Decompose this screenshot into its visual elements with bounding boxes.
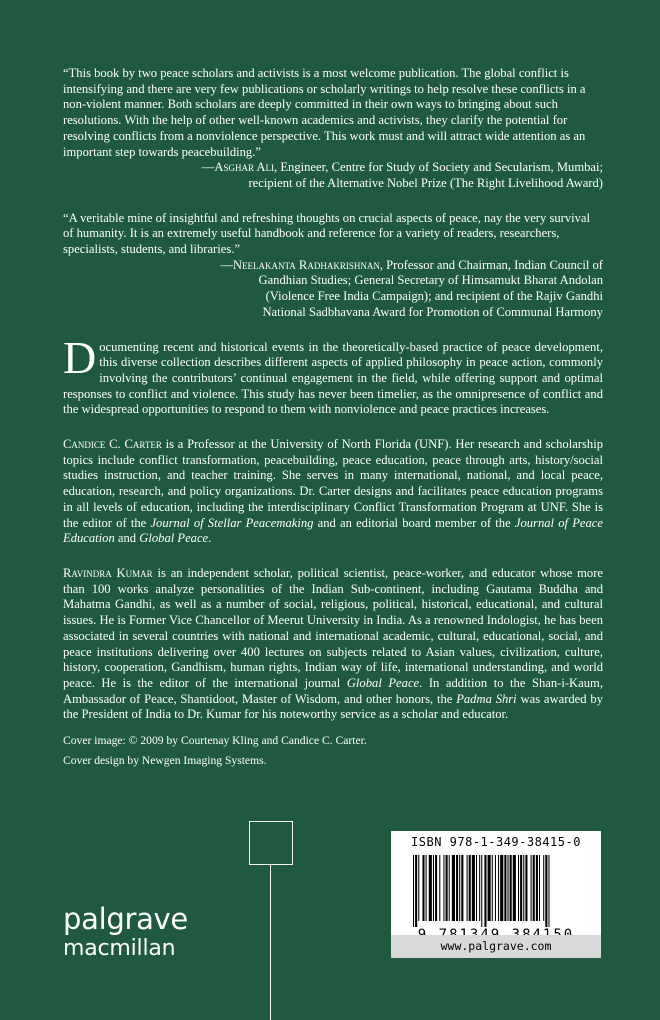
drop-cap: D bbox=[63, 331, 97, 383]
isbn-label: ISBN 978-1-349-38415-0 bbox=[411, 835, 581, 849]
editor-bio-carter: Candice C. Carter is a Professor at the University of North Florida (UNF). Her research and scholarship topics include conflict transformation, peacebuilding, peace education, peace through arts, history/social studies instruction, and teacher training. She serves in many international, national, and local peace, education, research, and policy organizations. Dr. Carter designs and facilitates peace education programs in all levels of education, including the interdisciplinary Conflict Transformation Program at UNF. She is the editor of the Journal of Stellar Peacemaking and an editorial board member of the Journal of Peace Education and Global Peace. bbox=[63, 437, 603, 546]
book-description: Documenting recent and historical events in the theoretically-based practice of peace development, this diverse collection describes different aspects of applied philosophy in peace action, commonly involving the contributors’ continual engagement in the field, while offering support and optimal responses to conflict and violence. This study has never been timelier, as the omnipresence of conflict and the widespread opportunities to respond to them with nonviolence and peace practices increases. bbox=[63, 331, 603, 417]
quote-2-attribution: —Neelakanta Radhakrishnan, Professor and Chairman, Indian Council of Gandhian Studies; General Secretary of Himsamukt Bharat Andolan (Violence Free India Campaign); and recipient of the Rajiv Gandhi National Sadbhavana Award for Promotion of Communal Harmony bbox=[220, 257, 603, 319]
cover-design-credit: Cover design by Newgen Imaging Systems. bbox=[63, 754, 267, 768]
quote-1-attribution: —Asghar Ali, Engineer, Centre for Study of Society and Secularism, Mumbai; recipient of the Alternative Nobel Prize (The Right Livelihood Award) bbox=[201, 160, 603, 190]
back-cover-text bbox=[63, 66, 603, 768]
publisher-logo-line2: macmillan bbox=[63, 936, 176, 961]
quote-2: “A veritable mine of insightful and refreshing thoughts on crucial aspects of peace, nay the very survival of humanity. It is an extremely useful handbook and reference for a variety of readers, researchers, specialists, students, and libraries.” bbox=[63, 210, 591, 257]
decorative-vertical-line bbox=[270, 864, 271, 1020]
editor-name-carter: Candice C. Carter bbox=[63, 437, 162, 452]
quote-2-author: Neelakanta Radhakrishnan bbox=[232, 257, 380, 272]
quote-1: “This book by two peace scholars and activists is a most welcome publication. The global conflict is intensifying and there are very few publications or scholarly writings to help resolve these conflicts in a non-violent manner. Both scholars are deeply committed in their own ways to bringing about such resolutions. With the help of other well-known academics and activists, they clarify the potential for resolving conflicts from a nonviolence perspective. This work must and will attract wide attention as an important step towards peacebuilding.” bbox=[63, 66, 586, 159]
publisher-url: www.palgrave.com bbox=[391, 935, 601, 958]
editor-bio-kumar: Ravindra Kumar is an independent scholar, political scientist, peace-worker, and educator whose more than 100 works analyze personalities of the Indian Sub-continent, including Gautama Buddha and Mahatma Gandhi, as well as a number of social, religious, political, historical, educational, and cultural issues. He is Former Vice Chancellor of Meerut University in India. As a renowned Indologist, he has been associated in several countries with national and international academic, cultural, educational, social, and peace institutions delivering over 400 lectures on subjects related to Asian values, civilization, culture, history, cooperation, Gandhism, human rights, Indian way of life, international understanding, and world peace. He is the editor of the international journal Global Peace. In addition to the Shan-i-Kaum, Ambassador of Peace, Shantidoot, Master of Wisdom, and other honors, the Padma Shri was awarded by the President of India to Dr. Kumar for his noteworthy service as a scholar and educator. bbox=[63, 565, 603, 722]
decorative-square bbox=[249, 821, 293, 865]
publisher-logo bbox=[63, 903, 188, 962]
editor-name-kumar: Ravindra Kumar bbox=[63, 565, 153, 580]
publisher-logo-line1: palgrave bbox=[63, 902, 188, 936]
cover-image-credit: Cover image: © 2009 by Courtenay Kling and Candice C. Carter. bbox=[63, 734, 367, 748]
quote-1-author: Asghar Ali bbox=[214, 160, 275, 175]
barcode bbox=[401, 853, 591, 943]
